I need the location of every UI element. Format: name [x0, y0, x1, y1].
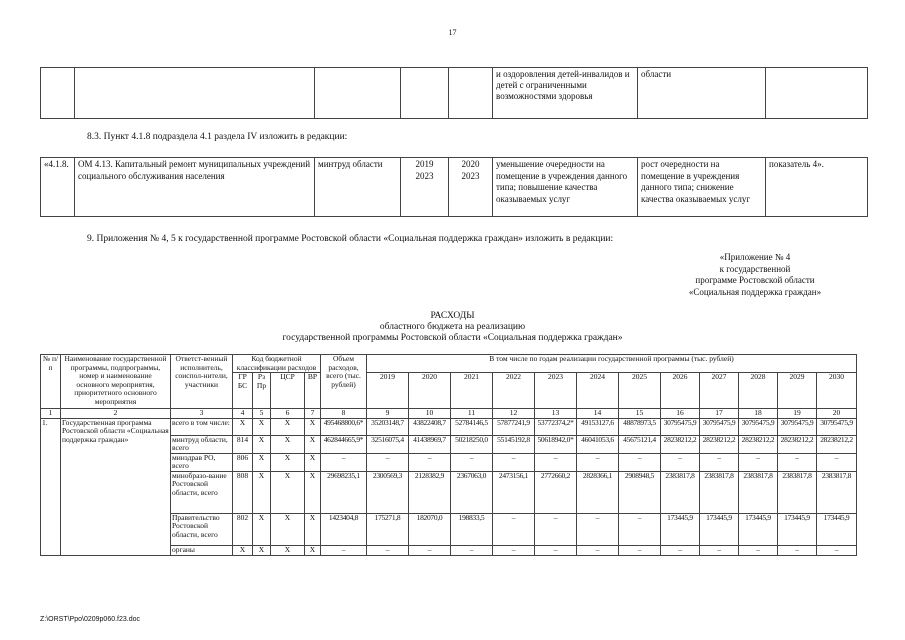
column-number: 16: [661, 409, 700, 419]
row-grbs: 814: [233, 435, 253, 453]
title-line: государственной программы Ростовской области «Социальная поддержка граждан»: [282, 333, 623, 343]
column-number: 7: [305, 409, 321, 419]
title-line: РАСХОДЫ: [430, 311, 475, 321]
row-rzpr: Х: [253, 435, 271, 453]
row-year-value: 173445,9: [817, 513, 857, 545]
row-executor: минздрав РО, всего: [171, 453, 233, 471]
row-rzpr: Х: [253, 513, 271, 545]
row-year-value: –: [493, 513, 535, 545]
program-name: Государственная программа Ростовской области «Социальная поддержка граждан»: [61, 418, 171, 555]
row-year-value: 35203148,7: [367, 418, 409, 435]
row-year-value: 28238212,2: [739, 435, 778, 453]
row-year-value: 2383817,8: [661, 471, 700, 513]
column-numbers-row: [41, 409, 857, 419]
header-year: 2025: [619, 373, 661, 409]
row-rzpr: Х: [253, 471, 271, 513]
row-year-value: –: [409, 453, 451, 471]
row-year-value: 30795475,9: [778, 418, 817, 435]
cell-empty: [75, 68, 315, 119]
row-vr: Х: [305, 471, 321, 513]
activity-table: [40, 157, 868, 217]
row-total: 29698235,1: [321, 471, 367, 513]
row-year-value: –: [778, 545, 817, 555]
row-year-value: 2908948,5: [619, 471, 661, 513]
row-year-value: 30795475,9: [817, 418, 857, 435]
row-year-value: –: [493, 545, 535, 555]
row-rzpr: Х: [253, 545, 271, 555]
column-number: 14: [577, 409, 619, 419]
row-year-value: 2300569,3: [367, 471, 409, 513]
row-grbs: 808: [233, 471, 253, 513]
row-year-value: –: [367, 453, 409, 471]
row-grbs: 806: [233, 453, 253, 471]
row-year-value: 28238212,2: [700, 435, 739, 453]
row-vr: Х: [305, 418, 321, 435]
row-year-value: –: [577, 453, 619, 471]
header-year: 2020: [409, 373, 451, 409]
activity-number: «4.1.8.: [41, 158, 75, 217]
row-year-value: 2128382,9: [409, 471, 451, 513]
row-year-value: 2383817,8: [739, 471, 778, 513]
header-years: В том числе по годам реализации государственной программы (тыс. рублей): [367, 355, 857, 373]
row-year-value: –: [661, 545, 700, 555]
activity-start-year: 2019 2023: [401, 158, 449, 217]
paragraph-8-3: 8.3. Пункт 4.1.8 подраздела 4.1 раздела IV изложить в редакции:: [87, 132, 348, 142]
page-number: 17: [448, 28, 457, 37]
column-number: 20: [817, 409, 857, 419]
row-rzpr: Х: [253, 453, 271, 471]
row-executor: органы: [171, 545, 233, 555]
row-year-value: –: [577, 545, 619, 555]
row-year-value: –: [700, 453, 739, 471]
header-year: 2030: [817, 373, 857, 409]
header-executor: Ответст-венный исполнитель, соиспол-нители, участники: [171, 355, 233, 409]
row-year-value: –: [451, 453, 493, 471]
row-year-value: 2383817,8: [778, 471, 817, 513]
row-vr: Х: [305, 435, 321, 453]
row-total: 1423404,8: [321, 513, 367, 545]
row-year-value: 173445,9: [661, 513, 700, 545]
row-year-value: –: [577, 513, 619, 545]
column-number: 8: [321, 409, 367, 419]
header-year: 2028: [739, 373, 778, 409]
row-year-value: 52784146,5: [451, 418, 493, 435]
row-year-value: 182070,0: [409, 513, 451, 545]
row-csr: Х: [271, 418, 305, 435]
column-number: 17: [700, 409, 739, 419]
row-year-value: –: [817, 453, 857, 471]
header-volume: Объем расходов, всего (тыс. рублей): [321, 355, 367, 409]
row-year-value: 198833,5: [451, 513, 493, 545]
column-number: 19: [778, 409, 817, 419]
table-row: [41, 418, 857, 435]
header-budget-code: Код бюджетной классификации расходов: [233, 355, 321, 373]
header-year: 2027: [700, 373, 739, 409]
column-number: 18: [739, 409, 778, 419]
activity-indicator-link: показатель 4».: [766, 158, 868, 217]
row-year-value: –: [661, 453, 700, 471]
row-year-value: 50618942,0*: [535, 435, 577, 453]
header-name: Наименование государственной программы, подпрограммы, номер и наименование основного мероприятия, приоритетного основного мероприятия: [61, 355, 171, 409]
row-executor: Правительство Ростовской области, всего: [171, 513, 233, 545]
row-year-value: 49153127,6: [577, 418, 619, 435]
row-year-value: 41438969,7: [409, 435, 451, 453]
row-csr: Х: [271, 513, 305, 545]
cell-empty: [41, 68, 75, 119]
appendix-line: программе Ростовской области: [695, 275, 815, 285]
column-number: 3: [171, 409, 233, 419]
row-year-value: 2367063,0: [451, 471, 493, 513]
row-year-value: –: [619, 545, 661, 555]
row-year-value: 2828366,1: [577, 471, 619, 513]
column-number: 13: [535, 409, 577, 419]
column-number: 4: [233, 409, 253, 419]
row-year-value: 28238212,2: [778, 435, 817, 453]
header-year: 2023: [535, 373, 577, 409]
row-year-value: 55145192,8: [493, 435, 535, 453]
row-year-value: –: [493, 453, 535, 471]
header-year: 2019: [367, 373, 409, 409]
row-year-value: –: [409, 545, 451, 555]
column-number: 11: [451, 409, 493, 419]
column-number: 10: [409, 409, 451, 419]
header-year: 2029: [778, 373, 817, 409]
appendix-line: «Социальная поддержка граждан»: [688, 286, 822, 297]
row-total: 462844665,9*: [321, 435, 367, 453]
row-year-value: 2473156,1: [493, 471, 535, 513]
row-year-value: 48878973,5: [619, 418, 661, 435]
row-year-value: 173445,9: [778, 513, 817, 545]
row-year-value: 43822408,7: [409, 418, 451, 435]
row-executor: минобразо-вание Ростовской области, всего: [171, 471, 233, 513]
row-csr: Х: [271, 545, 305, 555]
column-number: 12: [493, 409, 535, 419]
row-csr: Х: [271, 471, 305, 513]
header-year: 2024: [577, 373, 619, 409]
activity-result: уменьшение очередности на помещение в учреждения данного типа; повышение качества оказываемых услуг: [493, 158, 638, 217]
row-vr: Х: [305, 453, 321, 471]
row-year-value: –: [739, 453, 778, 471]
row-year-value: –: [817, 545, 857, 555]
row-year-value: 28238212,2: [817, 435, 857, 453]
continuation-table: [40, 67, 868, 119]
header-grbs: ГР БС: [233, 373, 253, 409]
row-grbs: Х: [233, 418, 253, 435]
row-year-value: 45675121,4: [619, 435, 661, 453]
header-year: 2021: [451, 373, 493, 409]
row-csr: Х: [271, 435, 305, 453]
expenses-table: [40, 354, 857, 556]
cell-empty: [401, 68, 449, 119]
row-year-value: –: [778, 453, 817, 471]
cell-empty: [449, 68, 493, 119]
header-csr: ЦСР: [271, 373, 305, 409]
row-year-value: 173445,9: [739, 513, 778, 545]
activity-executor: минтруд области: [315, 158, 401, 217]
cell-empty: [315, 68, 401, 119]
appendix-line: «Приложение № 4: [719, 252, 791, 262]
row-year-value: 32516075,4: [367, 435, 409, 453]
header-num: № п/п: [41, 355, 61, 409]
row-year-value: –: [535, 513, 577, 545]
cell-indicator-text: и оздоровления детей-инвалидов и детей с ограниченными возможностями здоровья: [493, 68, 638, 119]
header-year: 2022: [493, 373, 535, 409]
column-number: 2: [61, 409, 171, 419]
activity-name: ОМ 4.13. Капитальный ремонт муниципальных учреждений социального обслуживания населения: [75, 158, 315, 217]
header-year: 2026: [661, 373, 700, 409]
paragraph-9: 9. Приложения № 4, 5 к государственной программе Ростовской области «Социальная поддержка граждан» изложить в редакции:: [87, 234, 614, 244]
column-number: 6: [271, 409, 305, 419]
row-year-value: –: [451, 545, 493, 555]
row-year-value: 57877241,9: [493, 418, 535, 435]
row-rzpr: Х: [253, 418, 271, 435]
row-grbs: 802: [233, 513, 253, 545]
cell-empty: [766, 68, 868, 119]
row-year-value: –: [619, 453, 661, 471]
row-year-value: 2772660,2: [535, 471, 577, 513]
row-year-value: –: [700, 545, 739, 555]
row-year-value: 2383817,8: [700, 471, 739, 513]
row-year-value: –: [619, 513, 661, 545]
header-rzpr: Рз Пр: [253, 373, 271, 409]
column-number: 1: [41, 409, 61, 419]
row-number: 1.: [41, 418, 61, 555]
row-year-value: 28238212,2: [661, 435, 700, 453]
row-vr: Х: [305, 513, 321, 545]
row-year-value: 30795475,9: [661, 418, 700, 435]
header-vr: ВР: [305, 373, 321, 409]
row-total: –: [321, 545, 367, 555]
row-year-value: 46041053,6: [577, 435, 619, 453]
row-year-value: 50218250,0: [451, 435, 493, 453]
column-number: 15: [619, 409, 661, 419]
row-vr: Х: [305, 545, 321, 555]
column-number: 5: [253, 409, 271, 419]
activity-end-year: 2020 2023: [449, 158, 493, 217]
row-total: –: [321, 453, 367, 471]
cell-region: области: [638, 68, 766, 119]
appendix-line: к государственной: [719, 263, 791, 274]
row-year-value: 30795475,9: [700, 418, 739, 435]
row-year-value: –: [739, 545, 778, 555]
row-grbs: Х: [233, 545, 253, 555]
footer-filepath: Z:\ORST\Ppo\0209p060.f23.doc: [40, 616, 141, 623]
row-year-value: –: [535, 453, 577, 471]
row-year-value: 173445,9: [700, 513, 739, 545]
expenses-title: [0, 311, 905, 344]
row-csr: Х: [271, 453, 305, 471]
row-year-value: 30795475,9: [739, 418, 778, 435]
title-line: областного бюджета на реализацию: [379, 322, 526, 332]
row-year-value: –: [367, 545, 409, 555]
row-executor: всего в том числе:: [171, 418, 233, 435]
row-total: 495468800,6*: [321, 418, 367, 435]
row-executor: минтруд области, всего: [171, 435, 233, 453]
column-number: 9: [367, 409, 409, 419]
row-year-value: 53772374,2*: [535, 418, 577, 435]
row-year-value: –: [535, 545, 577, 555]
row-year-value: 2383817,8: [817, 471, 857, 513]
row-year-value: 175271,8: [367, 513, 409, 545]
appendix-header: [655, 252, 855, 298]
activity-consequence: рост очередности на помещение в учреждения данного типа; снижение качества оказываемых услуг: [638, 158, 766, 217]
